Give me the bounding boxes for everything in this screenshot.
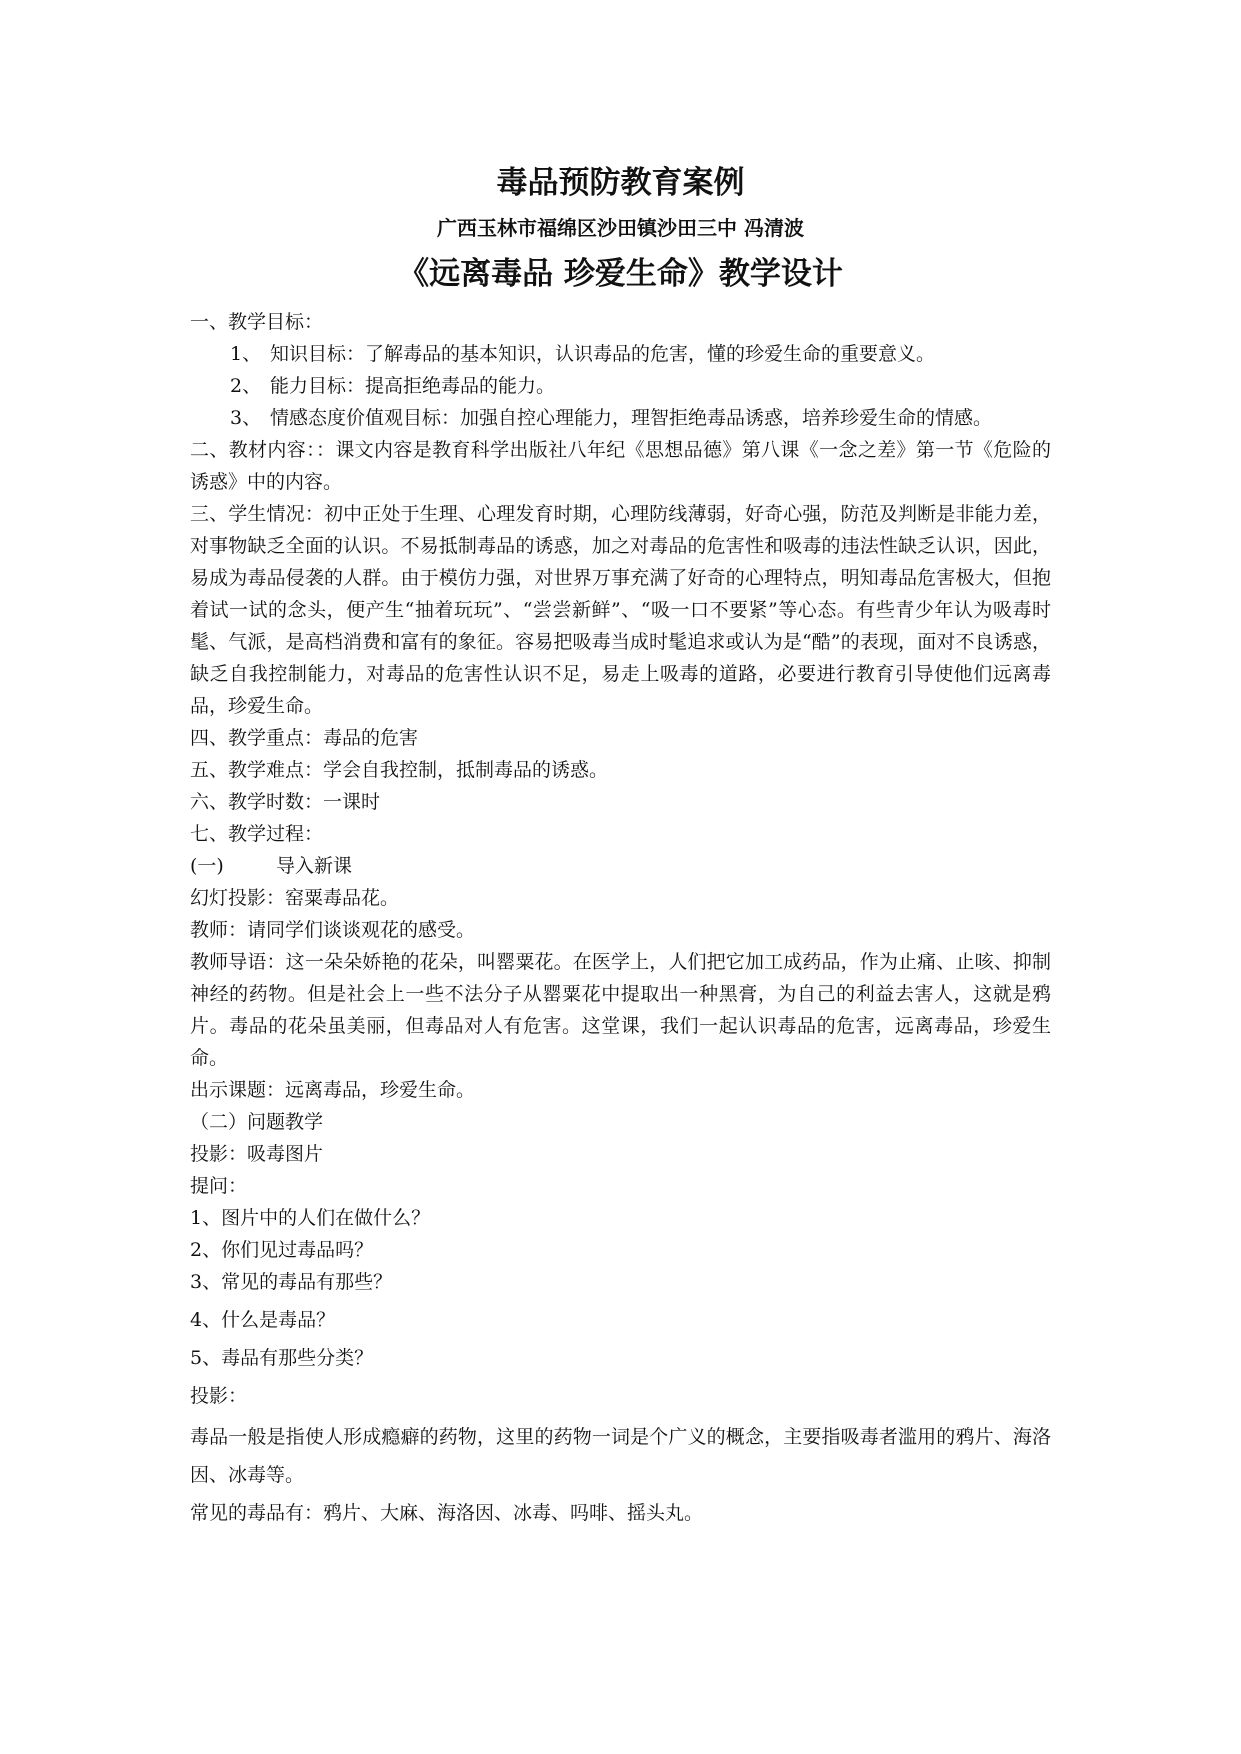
question-item: 5、毒品有那些分类？ (190, 1347, 374, 1369)
content-paragraph: 二、教材内容：：课文内容是教育科学出版社八年纪《思想品德》第八课《一念之差》第一节《危险的诱惑》中的内容。 (190, 439, 1051, 493)
question-item: 1、图片中的人们在做什么？ (190, 1207, 431, 1229)
hours: 六、教学时数：一课时 (190, 791, 381, 813)
slide-note: 投影： (190, 1385, 248, 1407)
goal-item (190, 402, 1051, 434)
question-item: 3、常见的毒品有那些？ (190, 1271, 393, 1293)
slide-note: 投影：吸毒图片 (190, 1143, 324, 1165)
author-line: 广西玉林市福绵区沙田镇沙田三中 冯清波 (437, 216, 804, 240)
section-heading-questions: （二）问题教学 (190, 1111, 324, 1133)
goal-item (190, 370, 1051, 402)
definition-paragraph: 毒品一般是指使人形成瘾癖的药物，这里的药物一词是个广义的概念，主要指吸毒者滥用的鸦片、海洛因、冰毒等。 (190, 1426, 1051, 1486)
goals-heading: 一、教学目标： (190, 311, 324, 333)
document-title: 毒品预防教育案例 (496, 165, 745, 201)
students-paragraph: 三、学生情况：初中正处于生理、心理发育时期，心理防线薄弱，好奇心强，防范及判断是非能力差，对事物缺乏全面的认识。不易抵制毒品的诱惑，加之对毒品的危害性和吸毒的违法性缺乏认识，因此，易成为毒品侵袭的人群。由于模仿力强，对世界万事充满了好奇的心理特点，明知毒品危害极大，但抱着试一试的念头，便产生“抽着玩玩”、“尝尝新鲜”、“吸一口不要紧”等心态。有些青少年认为吸毒时髦、气派，是高档消费和富有的象征。容易把吸毒当成时髦追求或认为是“酷”的表现，面对不良诱惑，缺乏自我控制能力，对毒品的危害性认识不足，易走上吸毒的道路，必要进行教育引导使他们远离毒品，珍爱生命。 (190, 503, 1051, 717)
goal-number: 3、 (230, 407, 262, 429)
section-label: 导入新课 (276, 855, 353, 877)
process-heading: 七、教学过程： (190, 823, 324, 845)
goal-text: 能力目标：提高拒绝毒品的能力。 (270, 375, 556, 397)
goal-item (190, 338, 1051, 370)
goal-text: 情感态度价值观目标：加强自控心理能力，理智拒绝毒品诱惑，培养珍爱生命的情感。 (270, 407, 993, 429)
common-drugs: 常见的毒品有：鸦片、大麻、海洛因、冰毒、吗啡、摇头丸。 (190, 1502, 704, 1524)
key-point: 四、教学重点：毒品的危害 (190, 727, 419, 749)
question-item: 4、什么是毒品？ (190, 1309, 336, 1331)
slide-note: 幻灯投影：窑粟毒品花。 (190, 887, 400, 909)
section-number: (一) (190, 855, 224, 877)
ask-label: 提问： (190, 1175, 248, 1197)
lesson-subtitle: 《远离毒品 珍爱生命》教学设计 (398, 256, 843, 292)
teacher-intro: 教师导语：这一朵朵娇艳的花朵，叫罂粟花。在医学上，人们把它加工成药品，作为止痛、止咳、抑制神经的药物。但是社会上一些不法分子从罂粟花中提取出一种黑膏，为自己的利益去害人，这就是鸦片。毒品的花朵虽美丽，但毒品对人有危害。这堂课，我们一起认识毒品的危害，远离毒品，珍爱生命。 (190, 951, 1051, 1069)
question-item: 2、你们见过毒品吗？ (190, 1239, 374, 1261)
section-heading-intro (190, 850, 1051, 882)
goal-text: 知识目标：了解毒品的基本知识，认识毒品的危害，懂的珍爱生命的重要意义。 (270, 343, 936, 365)
show-topic: 出示课题：远离毒品，珍爱生命。 (190, 1079, 476, 1101)
difficulty: 五、教学难点：学会自我控制，抵制毒品的诱惑。 (190, 759, 609, 781)
goal-number: 2、 (230, 375, 262, 397)
teacher-prompt: 教师：请同学们谈谈观花的感受。 (190, 919, 476, 941)
goal-number: 1、 (230, 343, 262, 365)
